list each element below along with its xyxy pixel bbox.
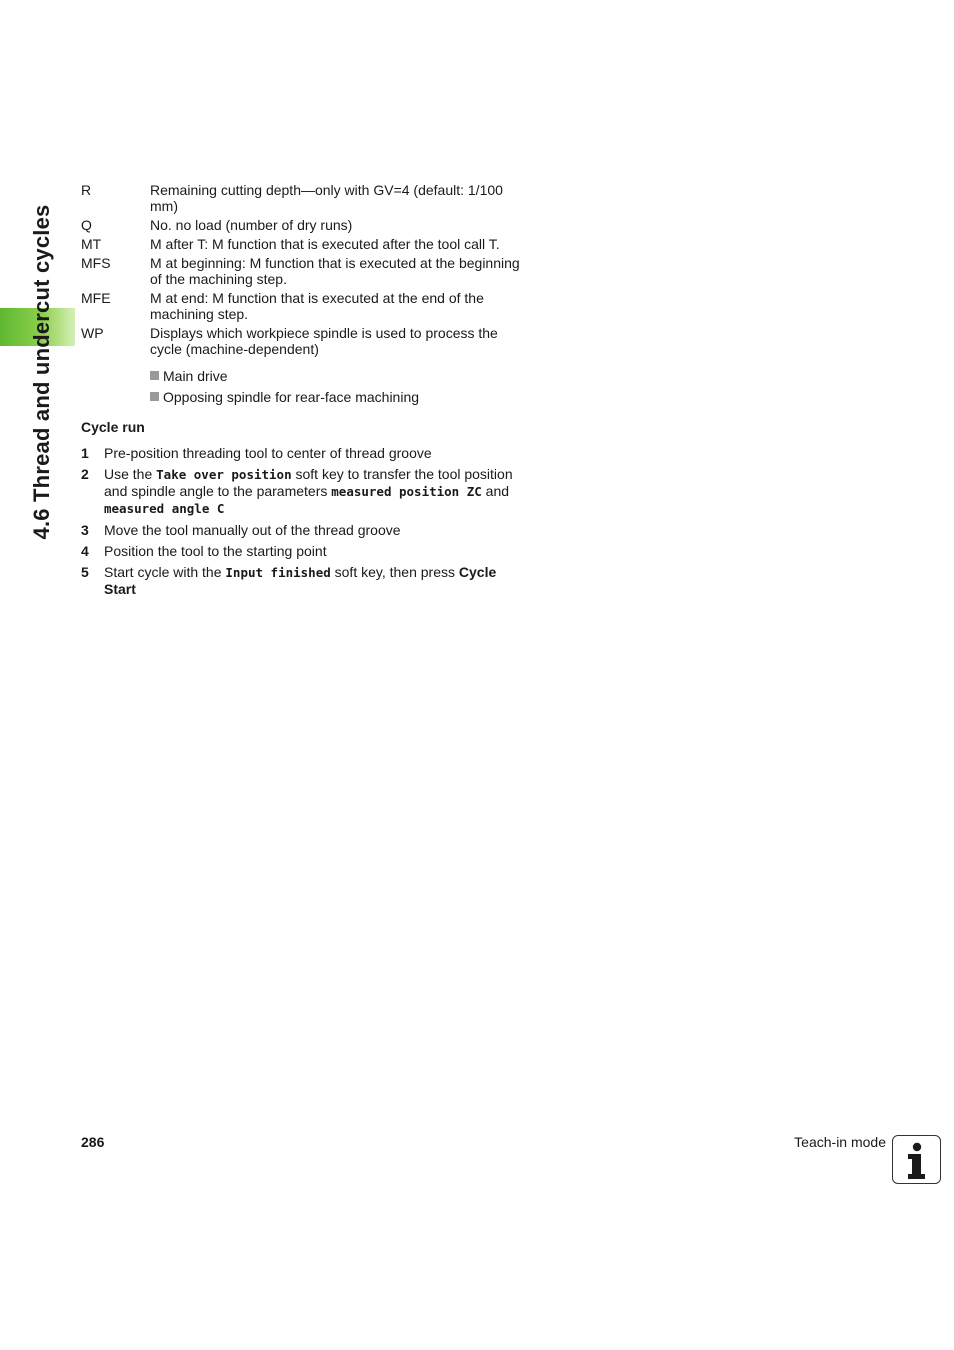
parameter-row <box>81 290 531 322</box>
parameter-key: Q <box>81 217 92 233</box>
key-name: Cycle Start <box>104 564 497 597</box>
parameter-description: No. no load (number of dry runs) <box>150 217 353 233</box>
step-text-part: Use the <box>104 466 157 482</box>
step-text: Move the tool manually out of the thread groove <box>104 522 401 538</box>
parameter-name: measured angle C <box>104 501 225 516</box>
parameter-description: M after T: M function that is executed after the tool call T. <box>150 236 500 252</box>
soft-key-name: Take over position <box>156 467 292 482</box>
step-text-part: Start cycle with the <box>104 564 226 580</box>
info-icon <box>892 1135 941 1184</box>
step-text <box>104 564 531 597</box>
step-number: 1 <box>81 445 89 461</box>
step-text-part: and <box>481 483 510 499</box>
page-number: 286 <box>81 1134 105 1150</box>
parameter-key: MT <box>81 236 102 252</box>
parameter-description: M at beginning: M function that is executed at the beginning of the machining step. <box>150 255 520 287</box>
list-item <box>150 389 530 405</box>
option-label: Opposing spindle for rear-face machining <box>163 389 420 405</box>
square-bullet-icon <box>150 371 159 380</box>
list-item <box>150 368 530 384</box>
soft-key-name: Input finished <box>225 565 331 580</box>
square-bullet-icon <box>150 392 159 401</box>
cycle-run-steps <box>81 445 531 602</box>
cycle-run-heading: Cycle run <box>81 419 145 435</box>
option-label: Main drive <box>163 368 228 384</box>
step-item <box>81 522 531 538</box>
chapter-label: Teach-in mode <box>794 1134 886 1150</box>
step-text-part: soft key, then press <box>330 564 459 580</box>
parameter-row <box>81 255 531 287</box>
parameter-description: Displays which workpiece spindle is used to process the cycle (machine-dependent) <box>150 325 498 357</box>
parameter-list <box>81 182 531 360</box>
parameter-row <box>81 236 531 252</box>
step-number: 4 <box>81 543 89 559</box>
parameter-key: MFE <box>81 290 111 306</box>
step-item <box>81 445 531 461</box>
wp-option-list <box>150 368 530 410</box>
step-number: 5 <box>81 564 89 580</box>
section-title: 4.6 Thread and undercut cycles <box>29 204 54 540</box>
parameter-row <box>81 182 531 214</box>
step-number: 2 <box>81 466 89 482</box>
parameter-description: Remaining cutting depth—only with GV=4 (default: 1/100 mm) <box>150 182 503 214</box>
parameter-key: WP <box>81 325 104 341</box>
step-number: 3 <box>81 522 89 538</box>
step-item <box>81 543 531 559</box>
step-text: Pre-position threading tool to center of thread groove <box>104 445 432 461</box>
parameter-row <box>81 217 531 233</box>
step-item <box>81 466 531 517</box>
step-text-part: soft key to transfer the tool position and spindle angle to the parameters <box>104 466 513 499</box>
step-text: Position the tool to the starting point <box>104 543 327 559</box>
parameter-key: MFS <box>81 255 111 271</box>
step-item <box>81 564 531 597</box>
parameter-description: M at end: M function that is executed at the end of the machining step. <box>150 290 484 322</box>
parameter-name: measured position ZC <box>331 484 482 499</box>
parameter-row <box>81 325 531 357</box>
step-text <box>104 466 531 517</box>
parameter-key: R <box>81 182 92 198</box>
